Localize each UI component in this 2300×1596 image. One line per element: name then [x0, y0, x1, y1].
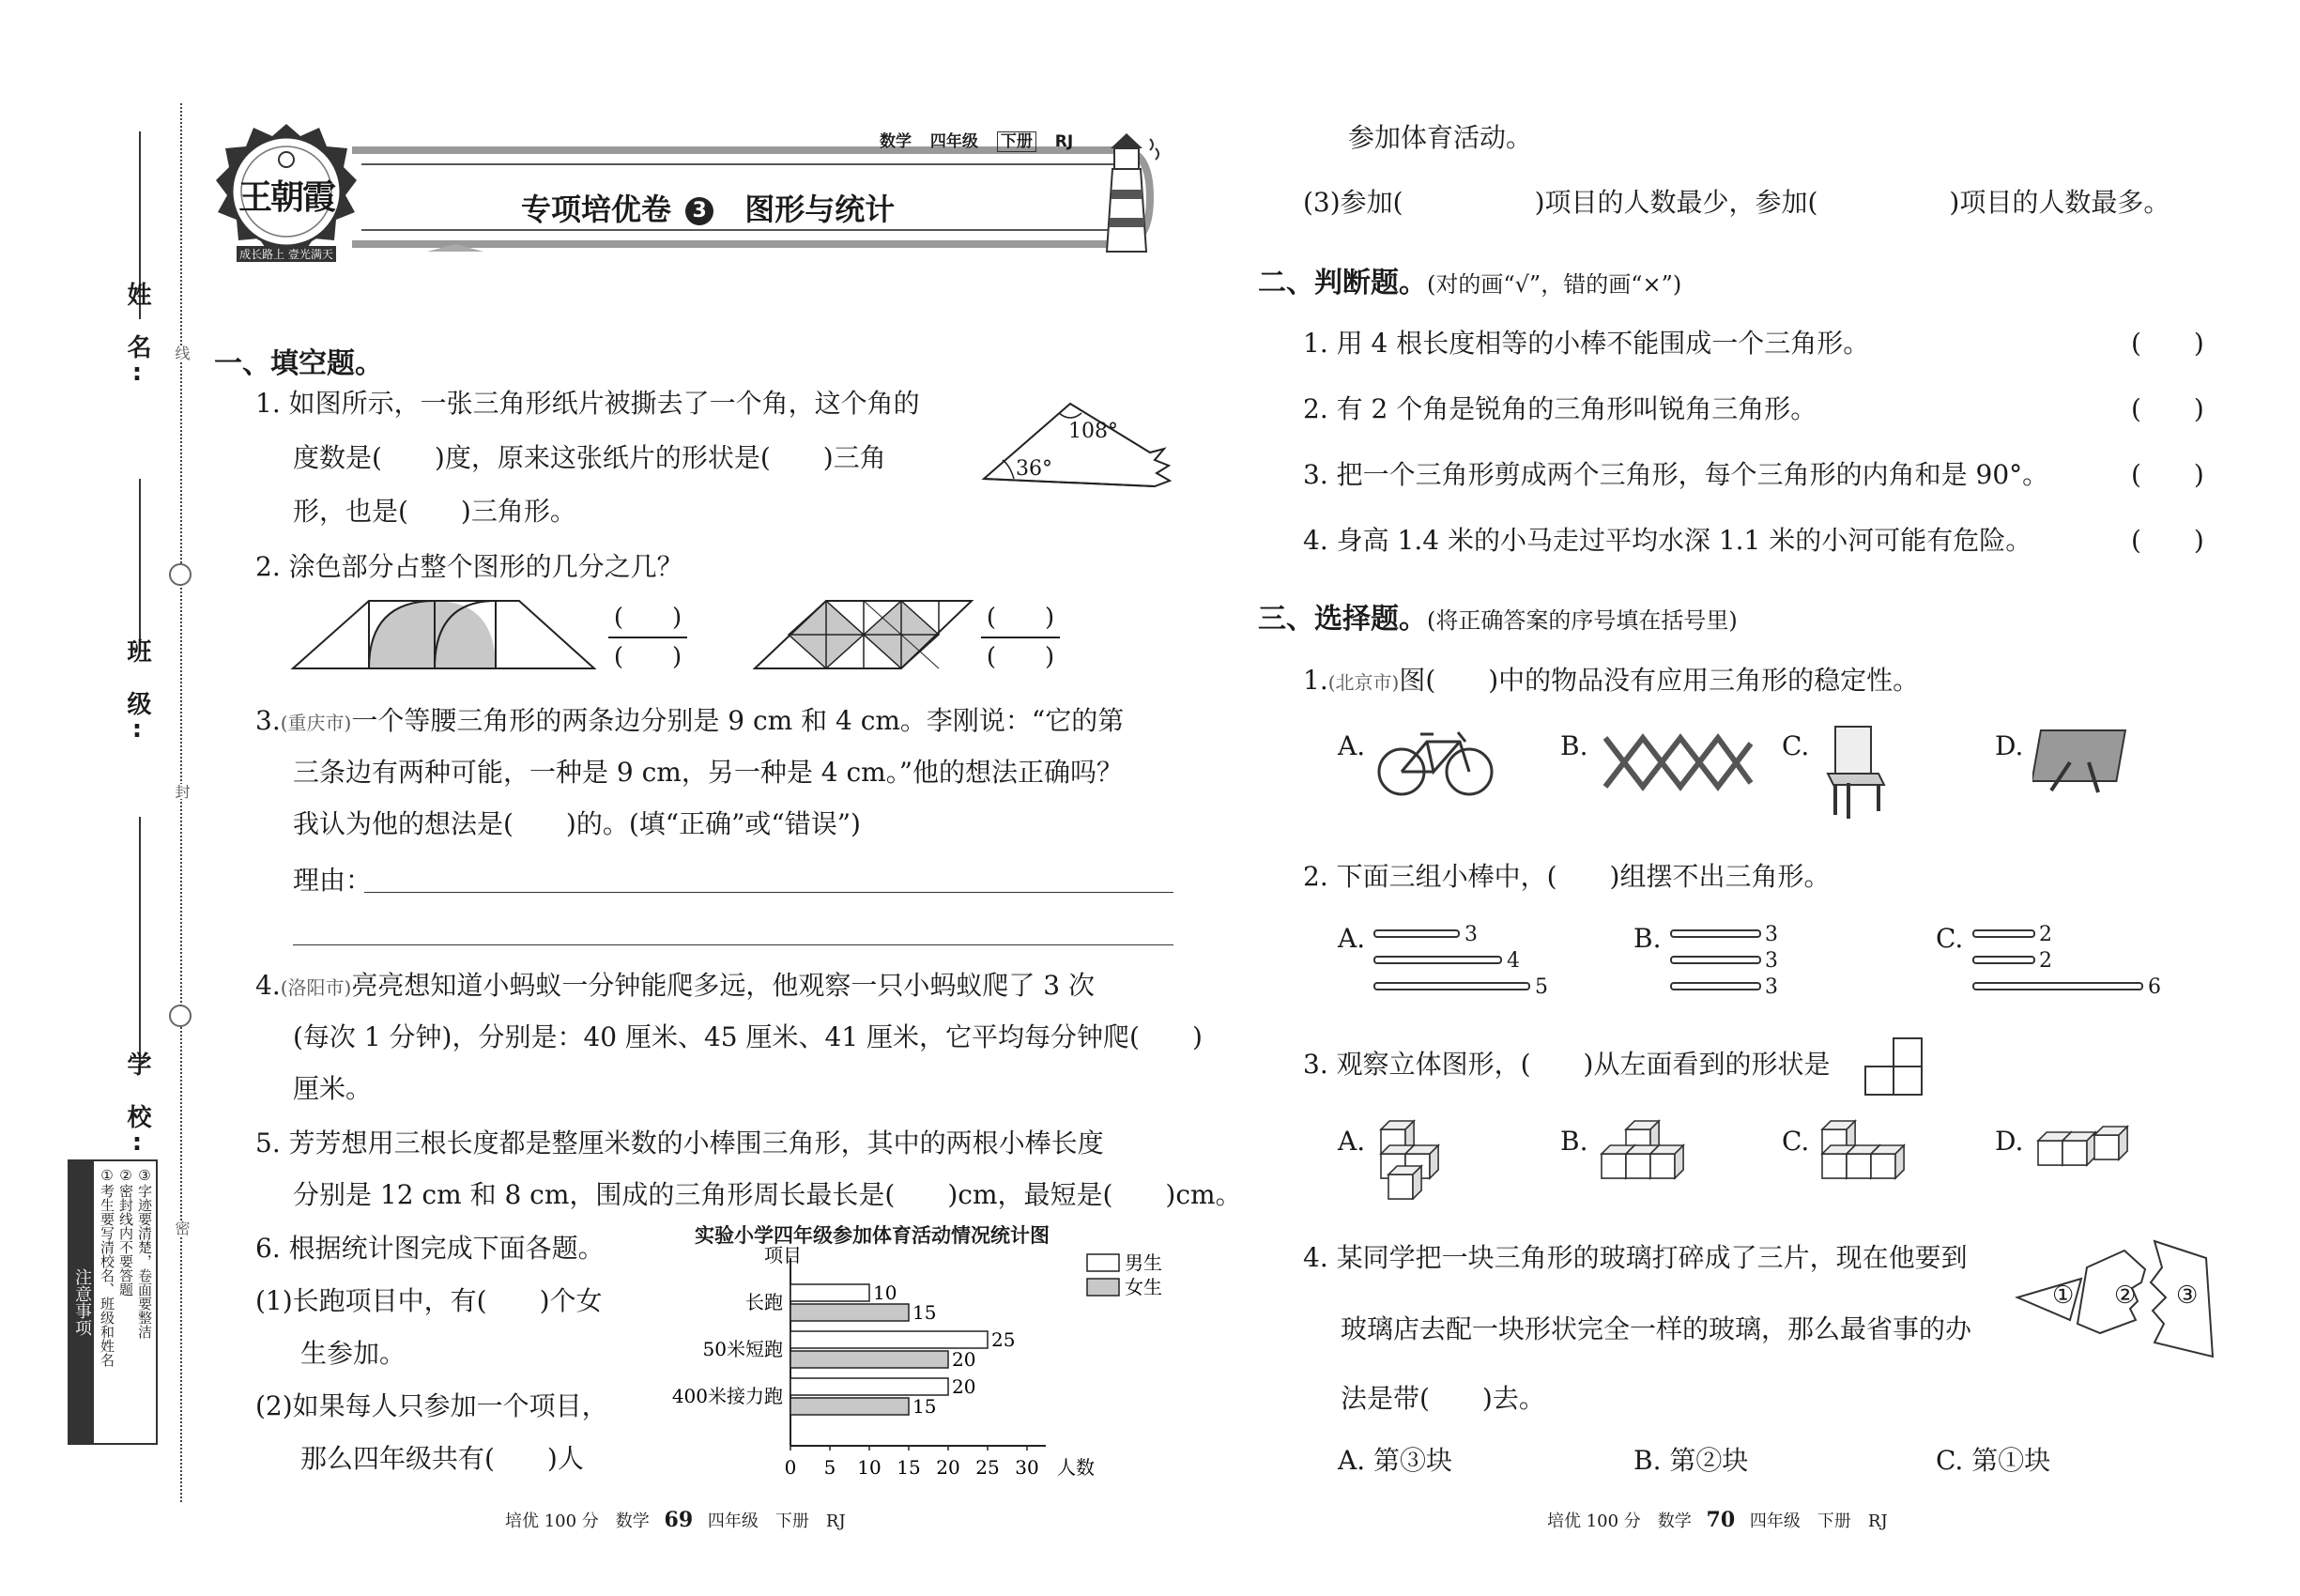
judge-item-1: 1. 用 4 根长度相等的小棒不能围成一个三角形。 — [1303, 328, 1870, 359]
q1-angle-108: 108° — [1068, 420, 1118, 443]
q2-figure-parallelogram — [751, 593, 976, 678]
q2-answer-2 — [981, 601, 1060, 674]
stick-b3-len: 3 — [1765, 975, 1778, 999]
choice4-option-c[interactable]: C. 第①块 — [1936, 1445, 2051, 1476]
logo-name: 王朝霞 — [238, 177, 334, 217]
q2-figure-trapezoid — [289, 593, 599, 678]
note-2: ②密封线内不要答题 — [117, 1167, 134, 1297]
ring-hole-2 — [169, 1005, 192, 1027]
section-judge-heading — [1258, 259, 1681, 300]
bar-value-label: 20 — [952, 1375, 976, 1398]
header-banner — [202, 122, 1164, 272]
q3-line-3: 我认为他的想法是( )的。(填“正确”或“错误”) — [293, 808, 861, 839]
meta-subject: 数学 — [880, 132, 912, 151]
section-choice-heading — [1258, 595, 1738, 637]
q4-text-1: 亮亮想知道小蚂蚁一分钟能爬多远，他观察一只小蚂蚁爬了 3 次 — [351, 970, 1095, 1001]
chart-canvas — [671, 1220, 1183, 1493]
page-title — [521, 186, 895, 229]
q3-reason-label: 理由： — [293, 865, 373, 896]
note-1: ①考生要写清校名、班级和姓名 — [99, 1167, 115, 1367]
x-tick-label: 10 — [857, 1456, 882, 1479]
q6-line-5: 那么四年级共有( )人 — [300, 1443, 584, 1474]
footer-right-post: 四年级 下册 RJ — [1749, 1512, 1888, 1531]
q6-line-3: 生参加。 — [300, 1338, 406, 1369]
q5-line-2: 分别是 12 cm 和 8 cm，围成的三角形周长最长是( )cm，最短是( )cm。 — [293, 1179, 1242, 1210]
glass-piece-1[interactable]: ① — [2052, 1281, 2075, 1310]
solid-figure-b — [1596, 1115, 1699, 1200]
bar-value-label: 10 — [873, 1281, 897, 1304]
x-tick-label: 20 — [936, 1456, 960, 1479]
class-label: 班 级: — [123, 638, 151, 744]
q6-continued: 参加体育活动。 — [1348, 122, 1533, 153]
legend-swatch — [1087, 1254, 1119, 1271]
class-line — [139, 479, 141, 648]
x-tick-label: 15 — [897, 1456, 921, 1479]
choice1-number: 1. — [1303, 665, 1328, 696]
cut-mark-2: 封 — [173, 784, 191, 799]
solid-figure-a — [1375, 1115, 1450, 1200]
school-label: 学 校: — [123, 1051, 151, 1157]
choice4-option-b[interactable]: B. 第②块 — [1633, 1445, 1749, 1476]
bar-boys — [790, 1378, 948, 1395]
q4-line-2: (每次 1 分钟)，分别是：40 厘米、45 厘米、41 厘米，它平均每分钟爬( ) — [293, 1021, 1203, 1052]
ring-hole-1 — [169, 563, 192, 586]
meta-grade: 四年级 — [929, 132, 978, 151]
title-topic: 图形与统计 — [744, 192, 896, 227]
q2-answer-1-denominator[interactable]: ( ) — [613, 643, 682, 671]
q4-number: 4. — [255, 970, 281, 1001]
brand-logo — [216, 122, 357, 263]
choice1-text: 图( )中的物品没有应用三角形的稳定性。 — [1399, 665, 1920, 696]
solid-figure-d — [2032, 1123, 2136, 1179]
subject-meta — [880, 128, 1073, 151]
footer-left-pre: 培优 100 分 数学 — [505, 1512, 650, 1531]
q3-text-1: 一个等腰三角形的两条边分别是 9 cm 和 4 cm。李刚说：“它的第 — [351, 705, 1125, 736]
section-choice-note: (将正确答案的序号填在括号里) — [1427, 607, 1738, 634]
left-view-shape — [1863, 1036, 1929, 1097]
q1-line-3: 形，也是( )三角形。 — [293, 496, 576, 527]
notes-box — [68, 1159, 158, 1445]
legend-swatch — [1087, 1279, 1119, 1296]
choice2-question: 2. 下面三组小棒中，( )组摆不出三角形。 — [1303, 861, 1831, 892]
folding-rack-icon — [1596, 730, 1756, 796]
x-tick-label: 30 — [1015, 1456, 1039, 1479]
x-axis-label: 人数 — [1057, 1456, 1095, 1479]
sports-bar-chart — [671, 1220, 1183, 1493]
choice3-option-d[interactable]: D. — [1995, 1126, 2024, 1157]
footer-left-post: 四年级 下册 RJ — [707, 1512, 846, 1531]
choice4-line-3: 法是带( )去。 — [1341, 1383, 1545, 1414]
choice3-option-b[interactable]: B. — [1560, 1126, 1588, 1157]
page-number-right: 70 — [1706, 1508, 1736, 1532]
judge-item-3: 3. 把一个三角形剪成两个三角形，每个三角形的内角和是 90°。 — [1303, 459, 2049, 490]
q3-line-2: 三条边有两种可能，一种是 9 cm，另一种是 4 cm。”他的想法正确吗？ — [293, 757, 1124, 788]
bicycle-icon — [1375, 725, 1497, 800]
bar-girls — [790, 1398, 909, 1415]
stick-c3-len: 6 — [2148, 975, 2161, 999]
choice4-option-a[interactable]: A. 第③块 — [1338, 1445, 1453, 1476]
footer-right — [1547, 1508, 1888, 1532]
cube — [1871, 1145, 1904, 1178]
glass-piece-2[interactable]: ② — [2114, 1281, 2137, 1310]
cube — [2094, 1127, 2127, 1159]
q3-number: 3. — [255, 705, 281, 736]
q6-line-4: (2)如果每人只参加一个项目， — [255, 1390, 608, 1421]
section-judge-title: 二、判断题。 — [1258, 267, 1427, 299]
binding-margin — [0, 0, 191, 1596]
q5-line-1: 5. 芳芳想用三根长度都是整厘米数的小棒围三角形，其中的两根小棒长度 — [255, 1128, 1104, 1159]
choice3-option-c[interactable]: C. — [1782, 1126, 1810, 1157]
page-number-left: 69 — [664, 1508, 694, 1532]
q2-answer-1-numerator[interactable]: ( ) — [613, 604, 682, 632]
name-label: 姓 名: — [123, 282, 151, 387]
stick-c2-len: 2 — [2039, 949, 2052, 973]
judge-answer-4[interactable]: ( ) — [2131, 525, 2204, 556]
glass-piece-3[interactable]: ③ — [2176, 1281, 2199, 1310]
cube — [2062, 1132, 2095, 1165]
x-tick-label: 25 — [975, 1456, 1000, 1479]
choice1-option-b[interactable]: B. — [1560, 730, 1588, 761]
choice1-option-d[interactable]: D. — [1995, 730, 2024, 761]
judge-answer-1[interactable]: ( ) — [2131, 328, 2204, 359]
meta-volume: 下册 — [997, 131, 1036, 152]
school-line — [139, 817, 141, 1070]
category-label: 长跑 — [745, 1291, 783, 1313]
q2-answer-2-denominator[interactable]: ( ) — [986, 643, 1055, 671]
x-tick-label: 5 — [823, 1456, 836, 1479]
choice4-line-2: 玻璃店去配一块形状完全一样的玻璃，那么最省事的办 — [1341, 1313, 1972, 1344]
choice3-option-a[interactable]: A. — [1338, 1126, 1366, 1157]
note-3: ③字迹要清楚，卷面要整洁 — [136, 1167, 153, 1339]
section-judge-note: (对的画“√”，错的画“×”) — [1427, 271, 1682, 298]
choice1-option-c[interactable]: C. — [1782, 730, 1810, 761]
logo-motto: 成长路上 壹光满天 — [237, 246, 336, 262]
bar-girls — [790, 1304, 909, 1321]
q3-line-1 — [255, 702, 1124, 742]
sticks-group-c — [1971, 925, 2159, 1000]
bar-boys — [790, 1284, 869, 1301]
q6-part3: (3)参加( )项目的人数最少，参加( )项目的人数最多。 — [1303, 187, 2170, 218]
meta-edition: RJ — [1054, 132, 1074, 151]
q3-reason-line-1[interactable] — [364, 892, 1173, 893]
dotted-seal-line — [180, 103, 182, 1502]
title-text: 专项培优卷 — [521, 192, 672, 227]
stick-a2-len: 4 — [1507, 949, 1520, 973]
q2-answer-2-numerator[interactable]: ( ) — [986, 604, 1055, 632]
cut-mark-1: 线 — [173, 345, 191, 361]
x-tick-label: 0 — [784, 1456, 797, 1479]
cut-mark-3: 密 — [173, 1220, 191, 1235]
section-choice-title: 三、选择题。 — [1258, 603, 1427, 636]
judge-answer-3[interactable]: ( ) — [2131, 459, 2204, 490]
q1-line-2: 度数是( )度，原来这张纸片的形状是( )三角 — [293, 442, 886, 473]
footer-left — [505, 1508, 846, 1532]
q4-line-1 — [255, 967, 1095, 1006]
notes-title: 注意事项 — [69, 1161, 94, 1443]
footer-right-pre: 培优 100 分 数学 — [1547, 1512, 1692, 1531]
bar-value-label: 15 — [912, 1395, 937, 1418]
chart-title: 实验小学四年级参加体育活动情况统计图 — [695, 1224, 1050, 1247]
q3-reason-line-2[interactable] — [293, 944, 1173, 945]
stick-b1-len: 3 — [1765, 923, 1778, 946]
stick-a3-len: 5 — [1535, 975, 1548, 999]
bar-value-label: 20 — [952, 1348, 976, 1371]
q3-source: (重庆市) — [280, 712, 352, 734]
choice2-option-c[interactable]: C. — [1936, 923, 1964, 954]
q4-line-3: 厘米。 — [293, 1073, 373, 1104]
choice4-line-1: 4. 某同学把一块三角形的玻璃打碎成了三片，现在他要到 — [1303, 1242, 1968, 1273]
bar-boys — [790, 1331, 988, 1348]
title-number-badge: 3 — [685, 197, 713, 225]
q1-line-1: 1. 如图所示，一张三角形纸片被撕去了一个角，这个角的 — [255, 388, 920, 419]
q2-answer-1 — [608, 601, 687, 674]
judge-item-2: 2. 有 2 个角是锐角的三角形叫锐角三角形。 — [1303, 393, 1817, 424]
cube — [1388, 1166, 1421, 1199]
stick-b2-len: 3 — [1765, 949, 1778, 973]
bar-value-label: 25 — [991, 1328, 1016, 1351]
choice1-option-a[interactable]: A. — [1338, 730, 1366, 761]
y-axis-label: 项目 — [764, 1244, 802, 1266]
tablet-stand-icon — [2032, 725, 2136, 800]
q2-text: 2. 涂色部分占整个图形的几分之几？ — [255, 551, 683, 582]
solid-figure-c — [1817, 1115, 1920, 1200]
legend-label: 女生 — [1125, 1276, 1162, 1298]
category-label: 400米接力跑 — [671, 1385, 783, 1407]
q1-angle-36: 36° — [1016, 457, 1052, 481]
judge-answer-2[interactable]: ( ) — [2131, 393, 2204, 424]
choice3-question: 3. 观察立体图形，( )从左面看到的形状是 — [1303, 1049, 1831, 1080]
stick-a1-len: 3 — [1464, 923, 1478, 946]
judge-item-4: 4. 身高 1.4 米的小马走过平均水深 1.1 米的小河可能有危险。 — [1303, 525, 2032, 556]
bar-value-label: 15 — [912, 1301, 937, 1324]
cube — [1650, 1145, 1683, 1178]
fraction-bar — [608, 637, 687, 638]
choice2-option-a[interactable]: A. — [1338, 923, 1366, 954]
chair-icon — [1817, 721, 1892, 824]
choice1-question — [1303, 662, 1919, 701]
choice1-source: (北京市) — [1327, 671, 1400, 694]
lighthouse-icon — [1084, 130, 1169, 261]
choice2-option-b[interactable]: B. — [1633, 923, 1662, 954]
category-label: 50米短跑 — [702, 1338, 783, 1360]
legend-label: 男生 — [1125, 1251, 1162, 1274]
q6-line-2: (1)长跑项目中，有( )个女 — [255, 1285, 603, 1316]
fraction-bar — [981, 637, 1060, 638]
stick-c1-len: 2 — [2039, 923, 2052, 946]
q6-line-1: 6. 根据统计图完成下面各题。 — [255, 1233, 605, 1264]
bar-girls — [790, 1351, 948, 1368]
q4-source: (洛阳市) — [280, 976, 352, 999]
section-fill-blank-heading: 一、填空题。 — [214, 347, 383, 380]
